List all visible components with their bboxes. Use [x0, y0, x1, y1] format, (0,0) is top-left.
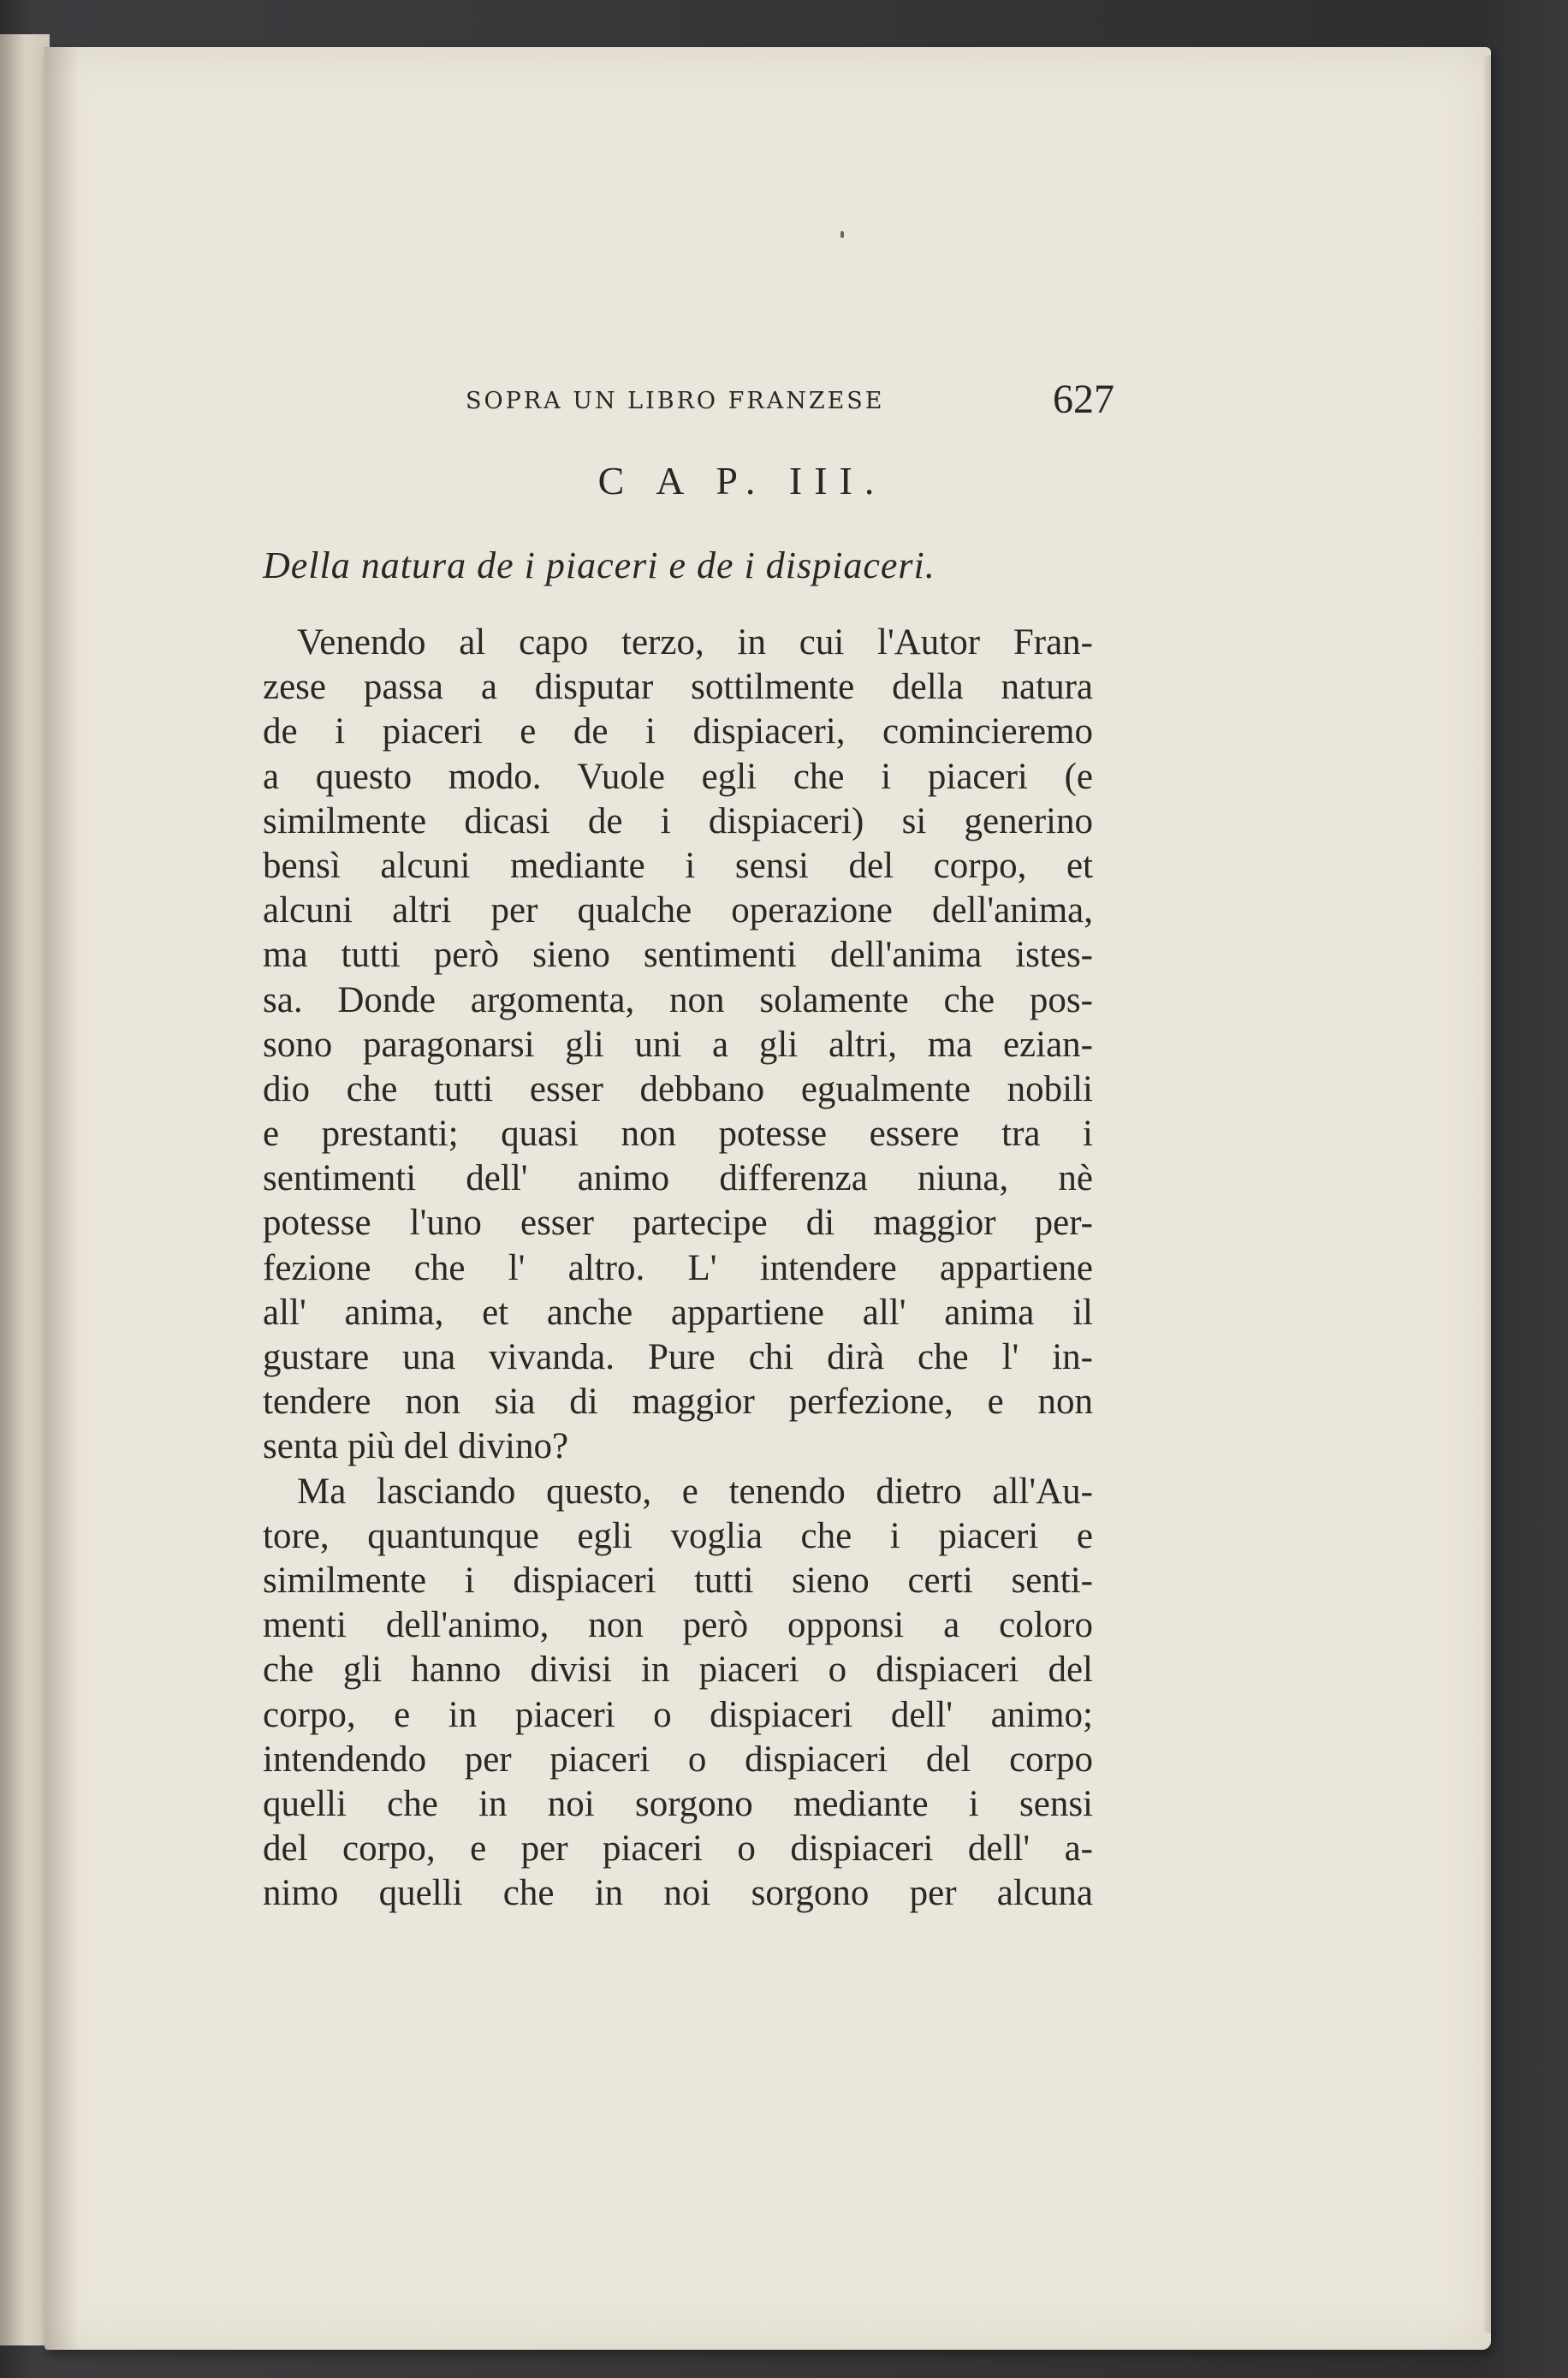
chapter-title: C A P. III.: [597, 459, 887, 502]
text-line: Ma lasciando questo, e tenendo dietro all'Au-: [297, 1471, 1093, 1512]
text-line: alcuni altri per qualche operazione dell'anima,: [263, 890, 1093, 931]
text-line: sono paragonarsi gli uni a gli altri, ma ezian-: [263, 1024, 1093, 1065]
facing-page-edge: [0, 34, 50, 2345]
text-line: a questo modo. Vuole egli che i piaceri (e: [263, 756, 1093, 797]
text-line: sa. Donde argomenta, non solamente che pos-: [263, 979, 1093, 1020]
text-line: similmente i dispiaceri tutti sieno certi senti-: [263, 1560, 1093, 1601]
text-line: ma tutti però sieno sentimenti dell'anima istes-: [263, 935, 1093, 976]
text-line: senta più del divino?: [263, 1426, 569, 1467]
text-line: similmente dicasi de i dispiaceri) si generino: [263, 800, 1093, 841]
text-line: e prestanti; quasi non potesse essere tra i: [263, 1114, 1093, 1155]
text-line: fezione che l' altro. L' intendere appartiene: [263, 1247, 1093, 1288]
text-line: all' anima, et anche appartiene all' anima il: [263, 1292, 1093, 1333]
paper-speck: [840, 231, 844, 238]
text-line: bensì alcuni mediante i sensi del corpo, et: [263, 845, 1093, 886]
text-line: dio che tutti esser debbano egualmente nobili: [263, 1068, 1093, 1109]
text-line: che gli hanno divisi in piaceri o dispiaceri del: [263, 1650, 1093, 1691]
text-line: zese passa a disputar sottilmente della natura: [263, 667, 1093, 708]
text-line: intendendo per piaceri o dispiaceri del corpo: [263, 1739, 1093, 1780]
book-page: [45, 47, 1491, 2350]
text-line: de i piaceri e de i dispiaceri, comincieremo: [263, 711, 1093, 752]
text-line: Venendo al capo terzo, in cui l'Autor Fran-: [297, 622, 1093, 663]
page-edge-shadow: [1482, 56, 1491, 2333]
text-line: quelli che in noi sorgono mediante i sensi: [263, 1783, 1093, 1824]
text-line: gustare una vivanda. Pure chi dirà che l' in-: [263, 1337, 1093, 1377]
text-line: sentimenti dell' animo differenza niuna, nè: [263, 1158, 1093, 1199]
running-title: SOPRA UN LIBRO FRANZESE: [466, 388, 885, 414]
text-line: nimo quelli che in noi sorgono per alcuna: [263, 1873, 1093, 1914]
text-line: tore, quantunque egli voglia che i piaceri e: [263, 1515, 1093, 1556]
running-head: [421, 377, 1114, 425]
page-number: 627: [1053, 377, 1114, 422]
text-line: del corpo, e per piaceri o dispiaceri dell' a-: [263, 1828, 1093, 1870]
text-line: corpo, e in piaceri o dispiaceri dell' animo;: [263, 1694, 1093, 1735]
text-line: menti dell'animo, non però opponsi a coloro: [263, 1605, 1093, 1646]
body-text: [263, 621, 1093, 1916]
chapter-subtitle: Della natura de i piaceri e de i dispiaceri.: [263, 544, 935, 586]
text-line: potesse l'uno esser partecipe di maggior per-: [263, 1203, 1093, 1244]
text-line: tendere non sia di maggior perfezione, e non: [263, 1382, 1093, 1423]
